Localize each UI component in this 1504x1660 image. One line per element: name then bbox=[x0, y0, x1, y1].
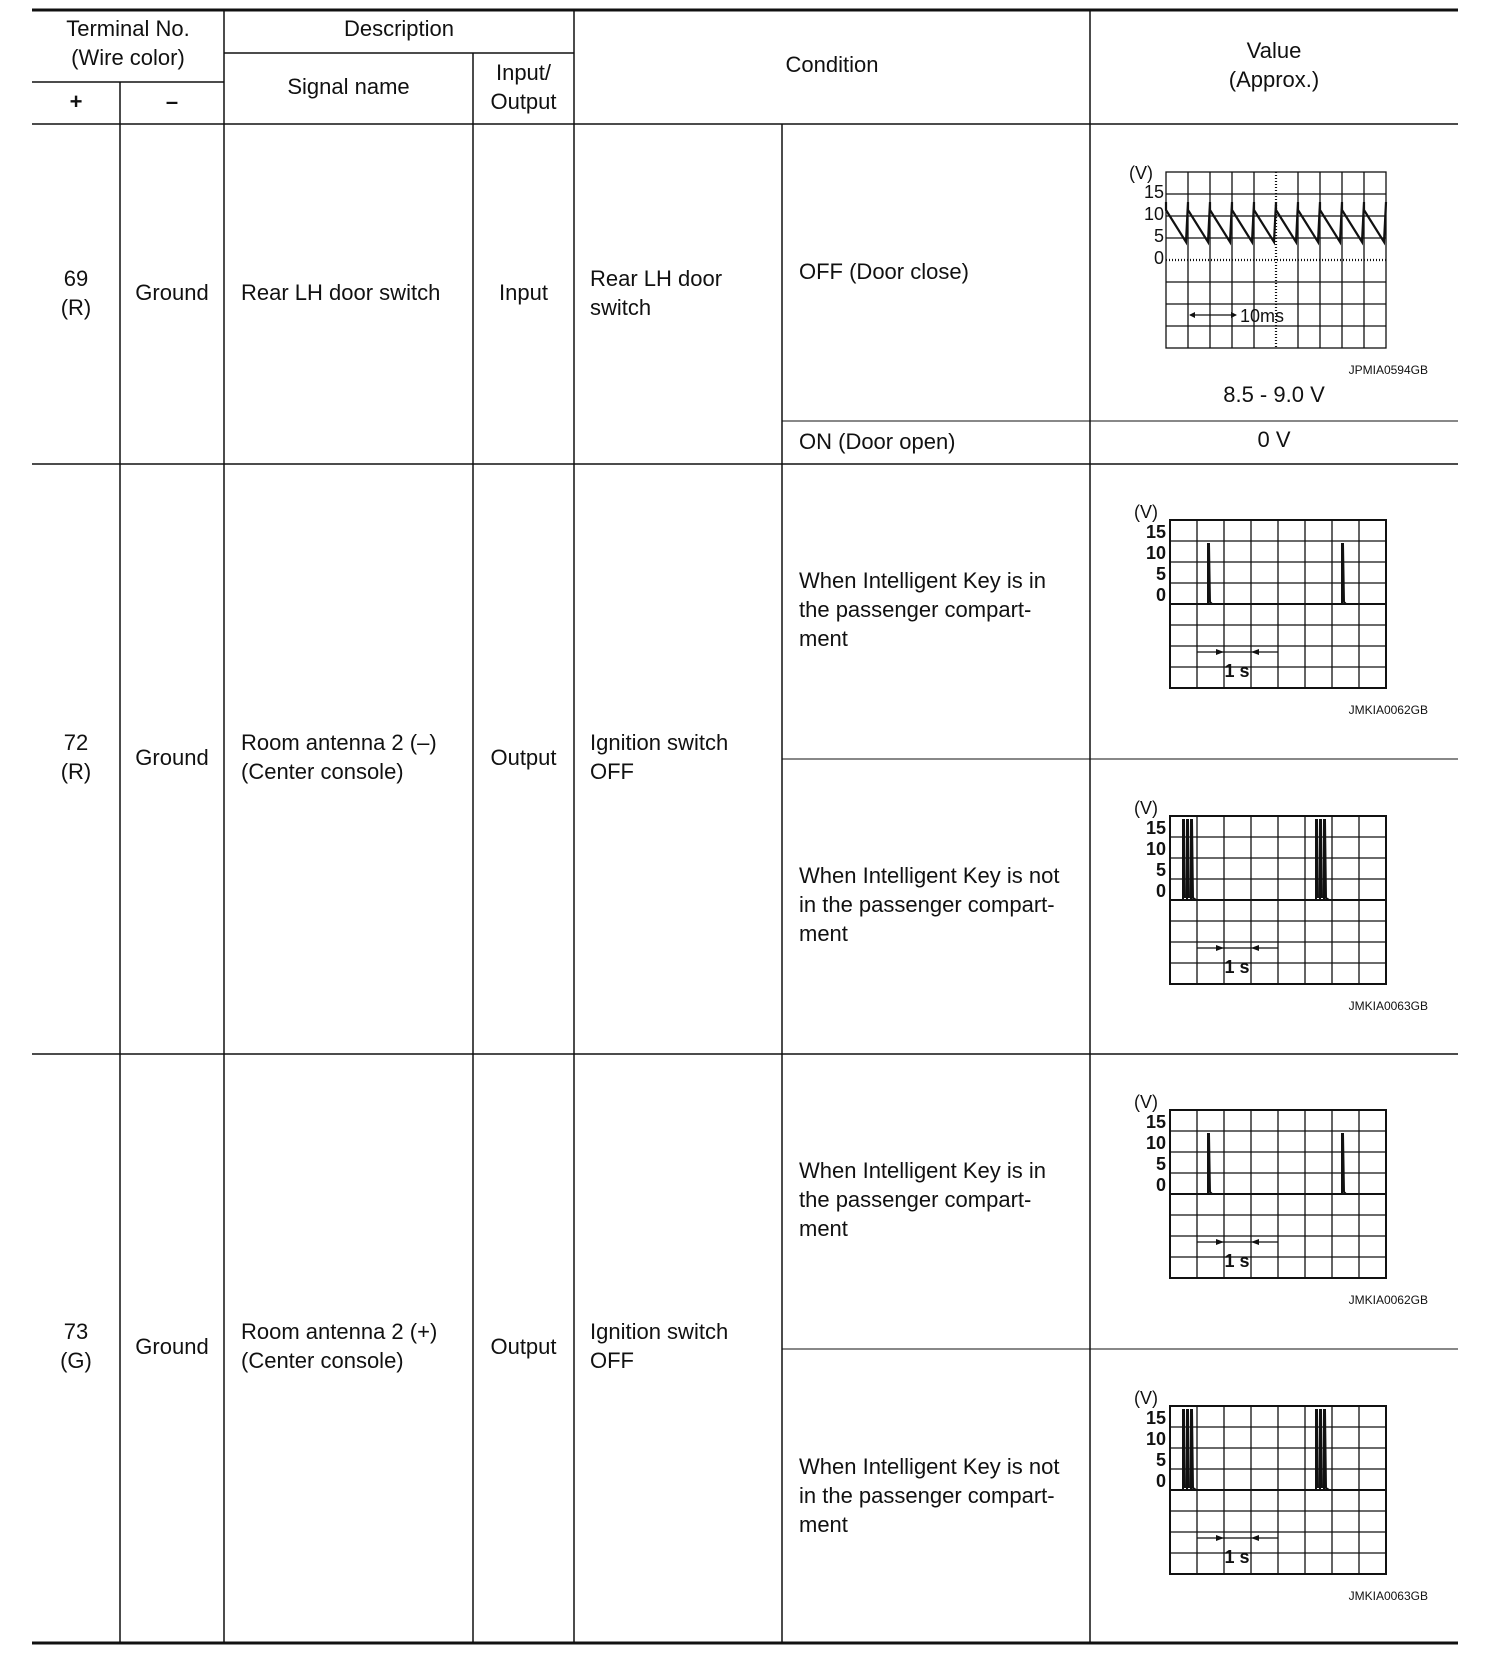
svg-text:5: 5 bbox=[1155, 1154, 1166, 1174]
svg-text:5: 5 bbox=[1155, 860, 1166, 880]
svg-text:(V): (V) bbox=[1134, 798, 1158, 818]
header-condition: Condition bbox=[785, 52, 879, 77]
sub-condition-line: OFF (Door close) bbox=[799, 259, 969, 284]
row-terminal-number: 73 bbox=[63, 1319, 89, 1344]
svg-text:10: 10 bbox=[1145, 543, 1166, 563]
sub-condition-line: ON (Door open) bbox=[799, 429, 956, 454]
header-input-output-2: Output bbox=[490, 89, 557, 114]
svg-text:JMKIA0062GB: JMKIA0062GB bbox=[1348, 703, 1428, 717]
sub-condition-line: When Intelligent Key is not bbox=[799, 863, 1060, 888]
header-plus: + bbox=[69, 89, 83, 114]
svg-text:JMKIA0062GB: JMKIA0062GB bbox=[1348, 1293, 1428, 1307]
row-signal-name: Rear LH door switch bbox=[241, 280, 441, 305]
svg-text:15: 15 bbox=[1145, 1112, 1166, 1132]
row-wire-color: (R) bbox=[60, 295, 92, 320]
sub-condition-line: the passenger compart- bbox=[799, 597, 1032, 622]
row-terminal-number: 72 bbox=[63, 730, 89, 755]
sub-condition-line: When Intelligent Key is in bbox=[799, 1158, 1047, 1183]
row-input-output: Input bbox=[499, 280, 548, 305]
sub-condition-line: ment bbox=[799, 1216, 848, 1241]
row-minus-terminal: Ground bbox=[135, 1334, 209, 1359]
svg-text:5: 5 bbox=[1155, 564, 1166, 584]
waveform-chart bbox=[1100, 160, 1440, 380]
svg-text:10: 10 bbox=[1145, 839, 1166, 859]
row-input-output: Output bbox=[490, 1334, 557, 1359]
svg-text:0: 0 bbox=[1155, 881, 1166, 901]
header-wire-color: (Wire color) bbox=[71, 45, 185, 70]
sub-condition-line: in the passenger compart- bbox=[799, 892, 1055, 917]
row-signal-name-line-2: (Center console) bbox=[241, 1348, 404, 1373]
row-condition-line-2: OFF bbox=[590, 1348, 634, 1373]
sub-condition-line: When Intelligent Key is not bbox=[799, 1454, 1060, 1479]
svg-text:JMKIA0063GB: JMKIA0063GB bbox=[1348, 1589, 1428, 1603]
header-value-2: (Approx.) bbox=[1228, 67, 1320, 92]
row-condition-line-1: Ignition switch bbox=[590, 730, 729, 755]
row-minus-terminal: Ground bbox=[135, 745, 209, 770]
row-signal-name-line-2: (Center console) bbox=[241, 759, 404, 784]
sub-condition-line: the passenger compart- bbox=[799, 1187, 1032, 1212]
svg-text:0: 0 bbox=[1155, 585, 1166, 605]
svg-text:(V): (V) bbox=[1134, 502, 1158, 522]
sub-condition-line: ment bbox=[799, 626, 848, 651]
svg-text:5: 5 bbox=[1155, 1450, 1166, 1470]
svg-text:15: 15 bbox=[1145, 818, 1166, 838]
row-condition-line-2: switch bbox=[590, 295, 652, 320]
waveform-chart bbox=[1120, 500, 1440, 720]
row-input-output: Output bbox=[490, 745, 557, 770]
header-minus: – bbox=[165, 89, 179, 114]
value-voltage: 8.5 - 9.0 V bbox=[1223, 382, 1325, 407]
row-wire-color: (R) bbox=[60, 759, 92, 784]
row-minus-terminal: Ground bbox=[135, 280, 209, 305]
svg-text:15: 15 bbox=[1145, 522, 1166, 542]
header-terminal-no: Terminal No. bbox=[66, 16, 190, 41]
svg-text:10: 10 bbox=[1145, 1429, 1166, 1449]
svg-text:1 s: 1 s bbox=[1224, 661, 1250, 681]
svg-text:5: 5 bbox=[1153, 226, 1164, 246]
waveform-chart bbox=[1120, 1386, 1440, 1606]
row-condition-line-1: Rear LH door bbox=[590, 266, 723, 291]
svg-text:10: 10 bbox=[1143, 204, 1164, 224]
header-value-1: Value bbox=[1246, 38, 1302, 63]
header-signal-name: Signal name bbox=[287, 74, 410, 99]
svg-text:0: 0 bbox=[1155, 1471, 1166, 1491]
svg-text:JPMIA0594GB: JPMIA0594GB bbox=[1348, 363, 1428, 377]
row-signal-name: Room antenna 2 (+) bbox=[241, 1319, 438, 1344]
svg-text:1 s: 1 s bbox=[1224, 1547, 1250, 1567]
svg-text:15: 15 bbox=[1145, 1408, 1166, 1428]
header-description: Description bbox=[343, 16, 455, 41]
sub-condition-line: When Intelligent Key is in bbox=[799, 568, 1047, 593]
sub-condition-line: ment bbox=[799, 921, 848, 946]
sub-condition-line: in the passenger compart- bbox=[799, 1483, 1055, 1508]
waveform-chart bbox=[1120, 796, 1440, 1016]
row-terminal-number: 69 bbox=[63, 266, 89, 291]
svg-text:0: 0 bbox=[1153, 248, 1164, 268]
waveform-chart bbox=[1120, 1090, 1440, 1310]
sub-condition-line: ment bbox=[799, 1512, 848, 1537]
row-condition-line-1: Ignition switch bbox=[590, 1319, 729, 1344]
svg-text:10ms: 10ms bbox=[1240, 306, 1285, 326]
svg-text:1 s: 1 s bbox=[1224, 957, 1250, 977]
value-voltage: 0 V bbox=[1257, 427, 1291, 452]
row-wire-color: (G) bbox=[60, 1348, 92, 1373]
svg-text:0: 0 bbox=[1155, 1175, 1166, 1195]
row-signal-name: Room antenna 2 (–) bbox=[241, 730, 437, 755]
svg-text:JMKIA0063GB: JMKIA0063GB bbox=[1348, 999, 1428, 1013]
row-condition-line-2: OFF bbox=[590, 759, 634, 784]
header-input-output-1: Input/ bbox=[495, 60, 552, 85]
svg-text:10: 10 bbox=[1145, 1133, 1166, 1153]
svg-text:(V): (V) bbox=[1134, 1388, 1158, 1408]
svg-text:(V): (V) bbox=[1129, 163, 1153, 183]
svg-text:15: 15 bbox=[1143, 182, 1164, 202]
svg-text:1 s: 1 s bbox=[1224, 1251, 1250, 1271]
svg-text:(V): (V) bbox=[1134, 1092, 1158, 1112]
